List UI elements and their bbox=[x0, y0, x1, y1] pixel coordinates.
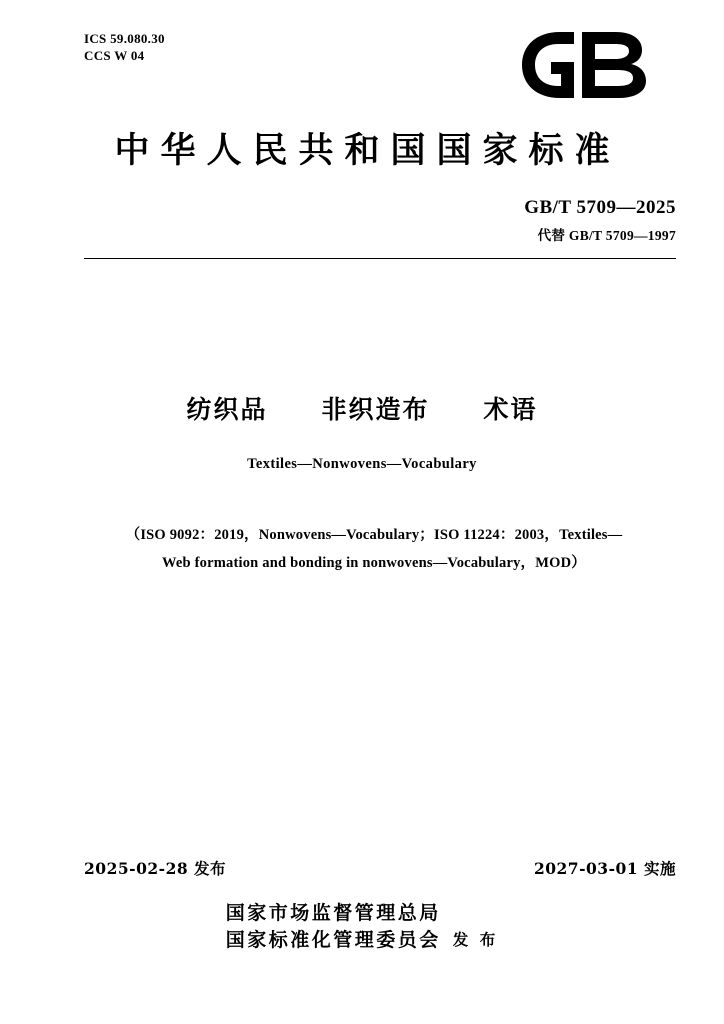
publisher-inner bbox=[226, 900, 498, 954]
publisher-line-1: 国家市场监督管理总局 bbox=[225, 902, 441, 924]
iso-correspondence-line2: Web formation and bonding in nonwovens—Vocabulary，MOD） bbox=[162, 555, 586, 571]
ics-classification-block bbox=[84, 30, 165, 64]
publisher-line-2: 国家标准化管理委员会 bbox=[225, 929, 441, 951]
iso-correspondence bbox=[84, 521, 664, 577]
gb-logo-icon bbox=[516, 26, 652, 104]
implementation-date: 2027-03-01 实施 bbox=[533, 859, 676, 878]
ics-code: ICS 59.080.30 bbox=[84, 31, 165, 46]
publish-verb: 发 布 bbox=[452, 930, 499, 949]
ccs-code: CCS W 04 bbox=[84, 48, 145, 63]
header-divider bbox=[84, 258, 676, 259]
publisher-block bbox=[0, 900, 724, 954]
iso-correspondence-line1: （ISO 9092：2019，Nonwovens—Vocabulary；ISO 11224：2003，Textiles— bbox=[125, 527, 623, 543]
publisher-names bbox=[226, 900, 441, 954]
issue-date: 2025-02-28 发布 bbox=[84, 859, 227, 878]
national-standard-title: 中华人民共和国国家标准 bbox=[114, 130, 621, 171]
standard-number: GB/T 5709—2025 bbox=[524, 197, 676, 218]
standard-replaces: 代替 GB/T 5709—1997 bbox=[537, 228, 676, 243]
document-title-en: Textiles—Nonwovens—Vocabulary bbox=[247, 456, 477, 472]
document-title-cn: 纺织品 非织造布 术语 bbox=[186, 395, 538, 424]
